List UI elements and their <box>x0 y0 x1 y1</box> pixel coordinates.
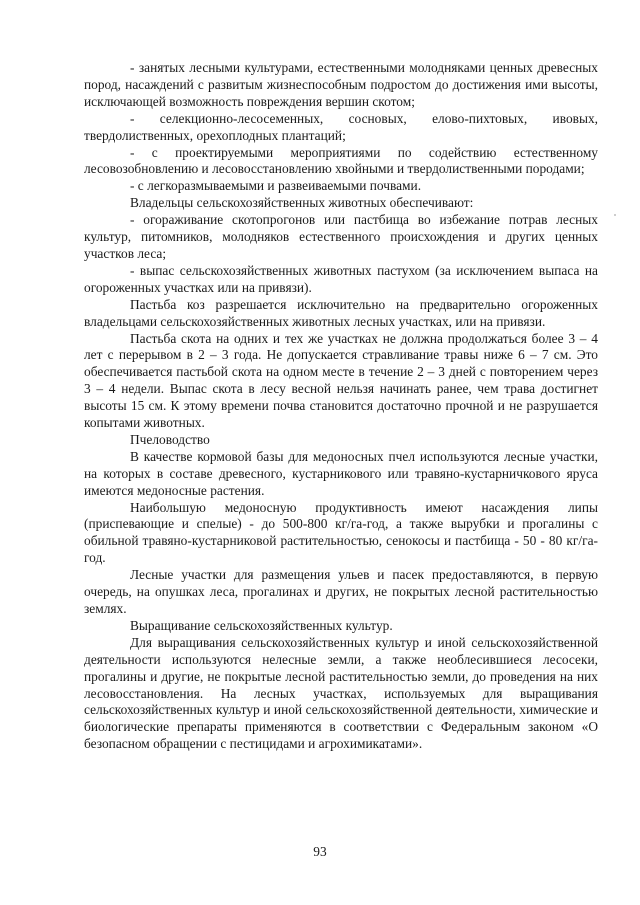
list-item-plantations: - селекционно-лесосеменных, сосновых, елово-пихтовых, ивовых, твердолиственных, орехоплодных плантаций; <box>84 110 598 143</box>
paragraph-grazing-rules: Пастьба скота на одних и тех же участках не должна продолжаться более 3 – 4 лет с перерывом в 2 – 3 года. Не допускается стравливание травы ниже 6 – 7 см. Это обеспечивается пастьбой скота на одном месте в течение 2 – 3 дней с повторением через 3 – 4 недели. Выпас скота в лесу весной нельзя начинать ранее, чем трава достигнет высоты 15 см. К этому времени почва становится достаточно прочной и не разрушается копытами животных. <box>84 330 598 431</box>
list-item-herding: - выпас сельскохозяйственных животных пастухом (за исключением выпаса на огороженных участках или на привязи). <box>84 262 598 295</box>
list-item-reforestation: - с проектируемыми мероприятиями по содействию естественному лесовозобновлению и лесовосстановлению хвойными и твердолиственными породами; <box>84 144 598 177</box>
section-heading-beekeeping: Пчеловодство <box>130 431 210 447</box>
section-heading-crops: Выращивание сельскохозяйственных культур. <box>130 617 393 633</box>
body-text <box>84 60 598 753</box>
paragraph-owners-provide: Владельцы сельскохозяйственных животных обеспечивают: <box>130 195 474 211</box>
page-number: 93 <box>313 844 327 859</box>
list-item-fencing: - огораживание скотопрогонов или пастбища во избежание потрав лесных культур, питомников, молодняков естественного происхождения и других ценных участков леса; <box>84 212 598 261</box>
paragraph-goat-grazing: Пастьба коз разрешается исключительно на предварительно огороженных владельцами сельскохозяйственных животных лесных участках, или на привязи. <box>84 296 598 329</box>
scan-artifact <box>614 214 616 216</box>
list-item-forest-cultures: - занятых лесными культурами, естественными молодняками ценных древесных пород, насаждений с развитым жизнеспособным подростом до достижения ими высоты, исключающей возможность повреждения вершин скотом; <box>84 60 598 109</box>
paragraph-apiary-placement: Лесные участки для размещения ульев и пасек предоставляются, в первую очередь, на опушках леса, прогалинах и других, не покрытых лесной растительностью землях. <box>84 567 598 616</box>
list-item-erodible-soils: - с легкоразмываемыми и развеиваемыми почвами. <box>130 178 422 194</box>
paragraph-crop-cultivation: Для выращивания сельскохозяйственных культур и иной сельскохозяйственной деятельности используются нелесные земли, а также необлесившиеся лесосеки, прогалины и другие, не покрытые лесной растительностью земли, до проведения на них лесовосстановления. На лесных участках, используемых для выращивания сельскохозяйственных культур и иной сельскохозяйственной деятельности, химические и биологические препараты применяются в соответствии с Федеральным законом «О безопасном обращении с пестицидами и агрохимикатами». <box>84 634 598 752</box>
paragraph-honey-productivity: Наибольшую медоносную продуктивность имеют насаждения липы (приспевающие и спелые) - до 500-800 кг/га-год, а также вырубки и прогалины с обильной травяно-кустарниковой растительностью, сенокосы и пастбища - 50 - 80 кг/га-год. <box>84 499 598 566</box>
paragraph-forage-base: В качестве кормовой базы для медоносных пчел используются лесные участки, на которых в составе древесного, кустарникового или травяно-кустарничкового яруса имеются медоносные растения. <box>84 448 598 498</box>
